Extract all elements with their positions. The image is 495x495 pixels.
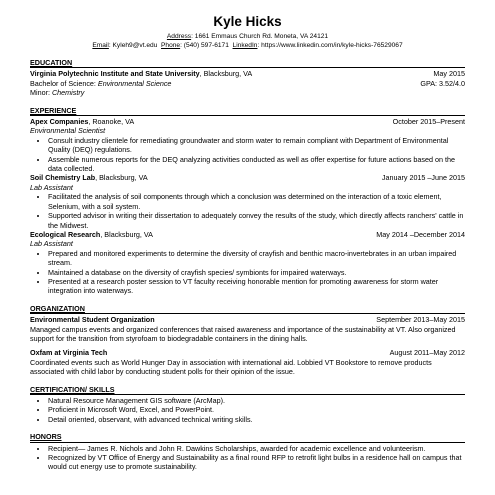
job-location: , Blacksburg, VA: [100, 229, 153, 239]
email-value[interactable]: : Kyleh9@vt.edu: [108, 42, 158, 49]
honors-list: [30, 444, 465, 472]
job-location: , Roanoke, VA: [88, 117, 135, 127]
job-role: Lab Assistant: [30, 182, 73, 192]
honor-item: • Recognized by VT Office of Energy and Sustainability as a final round RFP to retrofit light bulbs in a residence hall on campus that would cut energy use to promote sustainability.: [48, 453, 465, 472]
education-degree-row: [30, 79, 465, 88]
minor-name: Chemistry: [51, 88, 85, 98]
job-location: , Blacksburg, VA: [95, 173, 148, 183]
linkedin-label: LinkedIn: [232, 42, 258, 49]
organization-name: Oxfam at Virginia Tech: [30, 348, 108, 358]
phone-value: : (540) 597-6171: [180, 42, 229, 49]
job-bullets: [30, 192, 465, 230]
honor-item: • Recipient— James R. Nichols and John R. Dawkins Scholarships, awarded for academic excellence and volunteerism.: [48, 444, 465, 453]
job-role: Lab Assistant: [30, 239, 73, 249]
education-minor-row: [30, 88, 465, 97]
job-header-row: [30, 117, 465, 126]
resume-name: Kyle Hicks: [213, 14, 282, 29]
email-label: Email: [92, 42, 109, 49]
job-entry: [30, 173, 465, 229]
skill-item: • Natural Resource Management GIS software (ArcMap).: [48, 396, 465, 405]
job-bullet: • Assemble numerous reports for the DEQ analyzing activities conducted as well as offer expertise for future actions based on the data collected.: [48, 155, 465, 174]
job-role: Environmental Scientist: [30, 126, 106, 136]
job-date: January 2015 –June 2015: [381, 173, 465, 183]
skill-item: • Proficient in Microsoft Word, Excel, and PowerPoint.: [48, 405, 465, 414]
certification-heading: CERTIFICATION/ SKILLS: [30, 384, 115, 394]
gpa: GPA: 3.52/4.0: [420, 78, 465, 88]
job-date: May 2014 –December 2014: [376, 229, 465, 239]
address-line: [30, 32, 465, 41]
job-entry: [30, 230, 465, 296]
job-bullets: [30, 136, 465, 174]
job-bullet: • Supported advisor in writing their dissertation to adequately convey the results of the study, which directly affects ranchers' cattle in the Midwest.: [48, 211, 465, 230]
organization-date: August 2011–May 2012: [389, 348, 465, 358]
degree-name: Environmental Science: [97, 78, 172, 88]
address-value: : 1661 Emmaus Church Rd. Moneta, VA 24121: [191, 33, 329, 40]
job-bullet: • Maintained a database on the diversity of crayfish species/ symbionts for impaired waterways.: [48, 268, 465, 277]
organization-header-row: [30, 348, 465, 357]
organization-description: Coordinated events such as World Hunger Day in association with international aid. Lobbied VT Bookstore to remove products associated with child labor by conducting student polls for their opinion of the issue.: [30, 357, 432, 377]
section-divider: [30, 115, 465, 116]
organization-entry: [30, 315, 465, 343]
organization-description: Managed campus events and organized conferences that raised awareness and importance of the sustainability at VT. Also organized support for the transition from styrofoam to biodegradable containers in the dining halls.: [30, 324, 456, 343]
job-bullets: [30, 249, 465, 296]
job-entry: [30, 117, 465, 173]
address-label: Address: [166, 33, 192, 40]
phone-label: Phone: [161, 42, 181, 49]
organization-name: Environmental Student Organization: [30, 315, 155, 325]
school-name: Virginia Polytechnic Institute and State University: [30, 69, 200, 79]
job-org: Ecological Research: [30, 229, 101, 239]
skills-list: [30, 396, 465, 424]
skill-item: • Detail oriented, observant, with advanced technical writing skills.: [48, 415, 465, 424]
job-org: Soil Chemistry Lab: [30, 173, 96, 183]
job-header-row: [30, 173, 465, 182]
organization-entry: [30, 348, 465, 376]
organization-date: September 2013–May 2015: [376, 315, 465, 325]
job-bullet: • Prepared and monitored experiments to determine the diversity of crayfish and benthic macro-invertebrates in an urban impaired stream.: [48, 249, 465, 268]
minor-prefix: Minor:: [30, 88, 52, 98]
degree-prefix: Bachelor of Science:: [30, 78, 98, 88]
job-bullet: • Facilitated the analysis of soil components through which a conclusion was determined on the interaction of a toxic element, Selenium, with a soil system.: [48, 192, 465, 211]
education-heading: EDUCATION: [30, 58, 73, 67]
education-school-row: [30, 69, 465, 78]
job-org: Apex Companies: [30, 117, 89, 127]
section-divider: [30, 67, 465, 68]
job-date: October 2015–Present: [392, 117, 465, 127]
contact-line: [30, 41, 465, 50]
section-divider: [30, 313, 465, 314]
experience-heading: EXPERIENCE: [30, 105, 77, 115]
linkedin-link[interactable]: : https://www.linkedin.com/in/kyle-hicks-76529067: [257, 42, 403, 49]
organization-heading: ORGANIZATION: [30, 303, 85, 313]
job-bullet: • Presented at a research poster session to VT faculty receiving honorable mention for promoting awareness for storm water integration into waterways.: [48, 277, 465, 296]
job-bullet: • Consult industry clientele for remediating groundwater and storm water to remain compliant with Department of Environmental Quality (DEQ) regulations.: [48, 136, 465, 155]
graduation-date: May 2015: [433, 69, 465, 79]
school-location: , Blacksburg, VA: [199, 69, 253, 79]
section-divider: [30, 394, 465, 395]
organization-header-row: [30, 315, 465, 324]
honors-heading: HONORS: [30, 432, 62, 442]
job-header-row: [30, 230, 465, 239]
section-divider: [30, 442, 465, 443]
